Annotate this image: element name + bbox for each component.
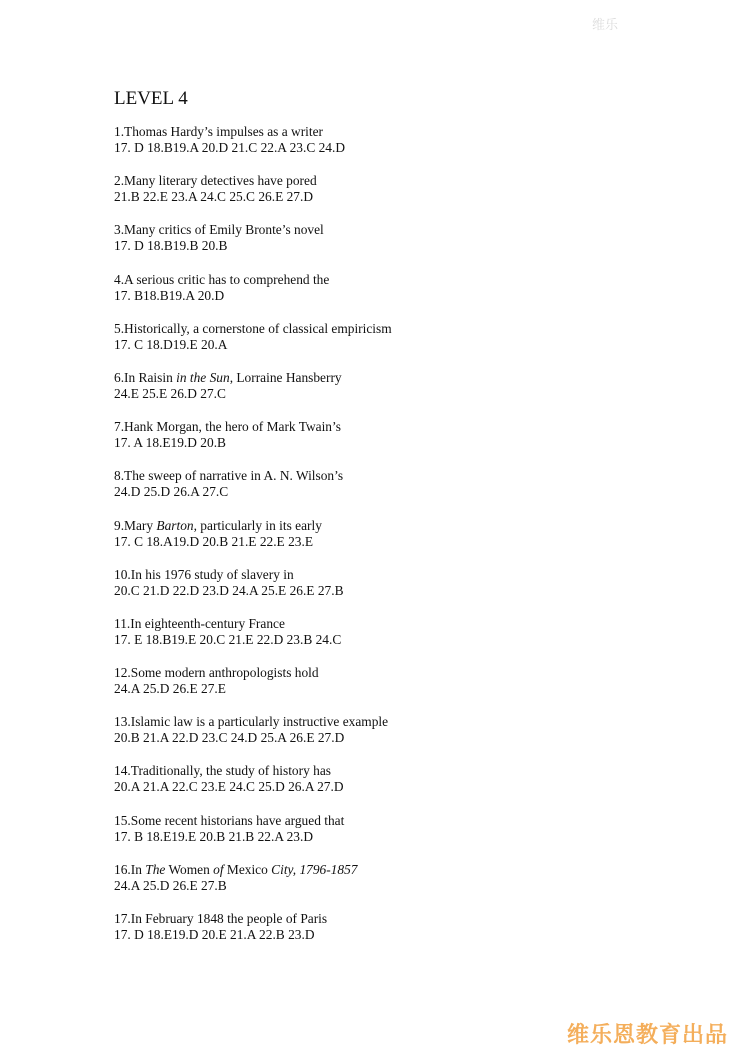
question-line: [114, 911, 674, 927]
answer-entry: [114, 124, 674, 173]
question-number: 2.: [114, 173, 125, 189]
question-text: Historically, a cornerstone of classical empiricism: [124, 320, 392, 336]
answer-key-line: 20.C 21.D 22.D 23.D 24.A 25.E 26.E 27.B: [114, 582, 344, 598]
answer-key-line: 17. D 18.E19.D 20.E 21.A 22.B 23.D: [114, 927, 315, 942]
answer-key-line: 24.A 25.D 26.E 27.E: [114, 681, 226, 697]
publisher-watermark: 维乐恩教育出品: [566, 1023, 728, 1048]
answer-key-line: 21.B 22.E 23.A 24.C 25.C 26.E 27.D: [114, 189, 314, 205]
question-line: [114, 124, 674, 140]
question-number: 16.: [114, 861, 131, 877]
answer-key-line: 24.A 25.D 26.E 27.B: [114, 877, 227, 893]
question-number: 6.: [114, 369, 125, 385]
question-number: 8.: [114, 468, 125, 484]
question-number: 14.: [114, 763, 131, 779]
answer-entry: [114, 370, 674, 419]
answer-key-line: 24.E 25.E 26.D 27.C: [114, 385, 226, 401]
question-line: [114, 665, 674, 681]
question-number: 9.: [114, 517, 125, 533]
question-text: Islamic law is a particularly instructive example: [130, 714, 389, 730]
answer-entry: [114, 763, 674, 812]
question-text: A serious critic has to comprehend the: [124, 271, 330, 287]
question-text: In: [130, 861, 146, 877]
question-line: [114, 714, 674, 730]
question-line: [114, 567, 674, 583]
question-text: In eighteenth-century France: [130, 615, 285, 631]
question-text: , particularly in its early: [193, 517, 322, 533]
question-line: [114, 468, 674, 484]
question-number: 17.: [114, 911, 131, 926]
answer-key-line: 20.B 21.A 22.D 23.C 24.D 25.A 26.E 27.D: [114, 730, 345, 746]
answer-entry: [114, 911, 674, 960]
answer-entry: [114, 222, 674, 271]
question-number: 15.: [114, 812, 131, 828]
question-line: [114, 321, 674, 337]
question-text: Thomas Hardy’s impulses as a writer: [124, 124, 324, 139]
answer-key-line: 17. B 18.E19.E 20.B 21.B 22.A 23.D: [114, 828, 314, 844]
question-text: Traditionally, the study of history has: [130, 763, 331, 779]
question-line: [114, 272, 674, 288]
page-title: LEVEL 4: [114, 88, 188, 109]
question-text: Mary: [124, 517, 157, 533]
answer-key-line: 17. D 18.B19.B 20.B: [114, 238, 228, 254]
question-text: Hank Morgan, the hero of Mark Twain’s: [124, 419, 341, 435]
answer-key-line: 17. D 18.B19.A 20.D 21.C 22.A 23.C 24.D: [114, 140, 346, 155]
question-text: In February 1848 the people of Paris: [130, 911, 328, 926]
answer-entry: [114, 714, 674, 763]
question-text: In Raisin: [124, 369, 177, 385]
question-line: [114, 813, 674, 829]
question-text: Many critics of Emily Bronte’s novel: [124, 222, 324, 238]
question-text: The sweep of narrative in A. N. Wilson’s: [124, 468, 344, 484]
answer-list: [114, 124, 674, 960]
answer-key-line: 24.D 25.D 26.A 27.C: [114, 484, 229, 500]
answer-entry: [114, 468, 674, 517]
italic-title-text: The: [145, 861, 166, 877]
question-text: Some recent historians have argued that: [130, 812, 345, 828]
question-text: In his 1976 study of slavery in: [130, 566, 294, 582]
question-text: Women: [165, 861, 214, 877]
answer-entry: [114, 616, 674, 665]
answer-entry: [114, 518, 674, 567]
answer-key-line: 20.A 21.A 22.C 23.E 24.C 25.D 26.A 27.D: [114, 779, 344, 795]
question-number: 10.: [114, 566, 131, 582]
answer-entry: [114, 321, 674, 370]
question-text: , Lorraine Hansberry: [229, 369, 342, 385]
answer-entry: [114, 419, 674, 468]
question-line: [114, 763, 674, 779]
answer-entry: [114, 862, 674, 911]
question-number: 4.: [114, 271, 125, 287]
answer-entry: [114, 813, 674, 862]
answer-entry: [114, 665, 674, 714]
question-line: [114, 419, 674, 435]
question-number: 3.: [114, 222, 125, 238]
question-text: Mexico: [223, 861, 272, 877]
answer-key-line: 17. B18.B19.A 20.D: [114, 287, 225, 303]
question-number: 5.: [114, 320, 125, 336]
italic-title-text: Barton: [156, 517, 194, 533]
answer-key-line: 17. A 18.E19.D 20.B: [114, 435, 226, 451]
answer-entry: [114, 173, 674, 222]
italic-title-text: City, 1796-1857: [271, 861, 358, 877]
question-number: 1.: [114, 124, 125, 139]
question-number: 12.: [114, 665, 131, 681]
italic-title-text: of: [213, 861, 224, 877]
question-line: [114, 616, 674, 632]
answer-key-line: 17. C 18.A19.D 20.B 21.E 22.E 23.E: [114, 533, 313, 549]
question-text: Many literary detectives have pored: [124, 173, 317, 189]
question-text: Some modern anthropologists hold: [130, 665, 319, 681]
header-mark: 维乐: [592, 18, 619, 33]
italic-title-text: in the Sun: [176, 369, 230, 385]
question-line: [114, 173, 674, 189]
question-number: 7.: [114, 419, 125, 435]
answer-entry: [114, 272, 674, 321]
question-line: [114, 862, 674, 878]
answer-entry: [114, 567, 674, 616]
question-line: [114, 222, 674, 238]
answer-key-line: 17. C 18.D19.E 20.A: [114, 336, 228, 352]
question-number: 11.: [114, 615, 131, 631]
question-number: 13.: [114, 714, 131, 730]
answer-key-line: 17. E 18.B19.E 20.C 21.E 22.D 23.B 24.C: [114, 631, 342, 647]
question-line: [114, 518, 674, 534]
question-line: [114, 370, 674, 386]
